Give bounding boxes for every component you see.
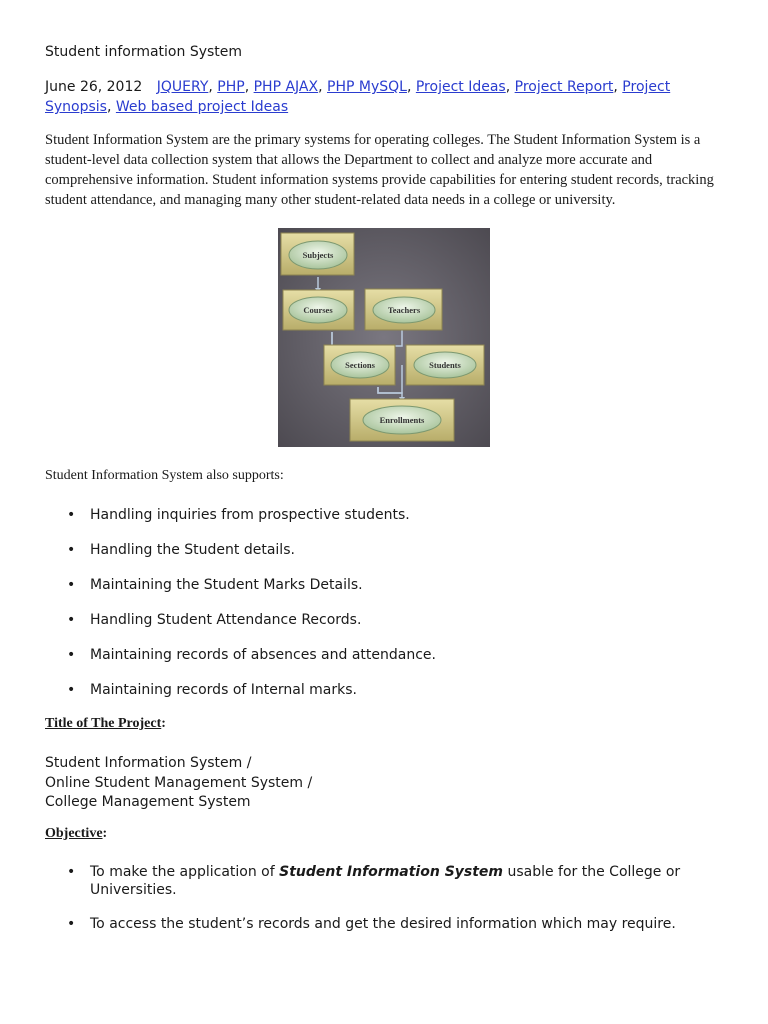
project-title-line: College Management System xyxy=(45,794,251,810)
project-title-heading: Title of The Project: xyxy=(45,716,166,731)
list-item-text: Maintaining records of absences and attendance. xyxy=(90,647,436,663)
entity-diagram xyxy=(278,228,490,447)
list-item xyxy=(45,541,436,576)
tag-link-project-ideas[interactable]: Project Ideas xyxy=(415,79,506,95)
list-item-text: Handling Student Attendance Records. xyxy=(90,612,362,628)
list-item-text: Maintaining the Student Marks Details. xyxy=(90,577,363,593)
node-label: Courses xyxy=(303,305,333,315)
list-item xyxy=(45,863,735,899)
node-label: Sections xyxy=(345,360,375,370)
list-item-text: Handling inquiries from prospective students. xyxy=(90,507,410,523)
list-item xyxy=(45,681,436,716)
list-item xyxy=(45,576,436,611)
bullet-icon: • xyxy=(67,542,76,558)
supports-heading: Student Information System also supports: xyxy=(45,468,284,483)
list-item xyxy=(45,611,436,646)
objective-text: To access the student’s records and get the desired information which may require. xyxy=(90,916,676,932)
node-label: Subjects xyxy=(302,250,334,260)
bullet-icon: • xyxy=(67,864,76,880)
node-label: Students xyxy=(429,360,461,370)
list-item xyxy=(45,506,436,541)
tag-link-jquery[interactable]: JQUERY xyxy=(156,79,209,95)
post-date: June 26, 2012 xyxy=(45,79,143,95)
tag-link-web-based-project-ideas[interactable]: Web based project Ideas xyxy=(115,99,289,115)
bullet-icon: • xyxy=(67,682,76,698)
list-item-text: Maintaining records of Internal marks. xyxy=(90,682,357,698)
list-item xyxy=(45,646,436,681)
bullet-icon: • xyxy=(67,647,76,663)
objective-emphasis: Student Information System xyxy=(279,864,504,880)
project-title-line: Student Information System / xyxy=(45,755,252,771)
tag-link-php[interactable]: PHP xyxy=(217,79,245,95)
project-titles xyxy=(45,754,312,813)
heading-text: Title of The Project xyxy=(45,716,162,731)
tag-link-project-synopsis[interactable]: Project Synopsis xyxy=(45,79,671,115)
objective-text: usable for the College or Universities. xyxy=(90,864,681,898)
node-courses xyxy=(283,290,354,330)
post-meta: June 26, 2012 JQUERY, PHP, PHP AJAX, PHP MySQL, Project Ideas, Project Report, Project Synopsis, Web based project Ideas xyxy=(45,79,671,115)
objective-list xyxy=(45,863,735,949)
heading-text: Objective xyxy=(45,826,103,841)
bullet-icon: • xyxy=(67,577,76,593)
bullet-icon: • xyxy=(67,612,76,628)
node-enrollments xyxy=(350,399,454,441)
node-students xyxy=(406,345,484,385)
objective-text: To make the application of xyxy=(90,864,280,880)
list-item-text: Handling the Student details. xyxy=(90,542,295,558)
bullet-icon: • xyxy=(67,916,76,932)
node-teachers xyxy=(365,289,442,330)
node-label: Teachers xyxy=(387,305,421,315)
tag-link-project-report[interactable]: Project Report xyxy=(514,79,614,95)
project-title-line: Online Student Management System / xyxy=(45,774,313,791)
objective-heading: Objective: xyxy=(45,826,108,841)
supports-list xyxy=(45,506,436,716)
tag-link-php-mysql[interactable]: PHP MySQL xyxy=(327,79,407,95)
intro-paragraph: Student Information System are the primary systems for operating colleges. The Student Information System is a student-level data collection system that allows the Department to collect and analyze more accurate and comprehensive information. Student information systems provide capabilities for entering student records, tracking student attendance, and managing many other student-related data needs in a college or university. xyxy=(45,132,714,208)
node-label: Enrollments xyxy=(379,415,425,425)
document-title: Student information System xyxy=(45,44,243,60)
list-item xyxy=(45,915,735,933)
node-sections xyxy=(324,345,395,385)
tag-link-php-ajax[interactable]: PHP AJAX xyxy=(253,79,319,95)
bullet-icon: • xyxy=(67,507,76,523)
node-subjects xyxy=(281,233,354,275)
